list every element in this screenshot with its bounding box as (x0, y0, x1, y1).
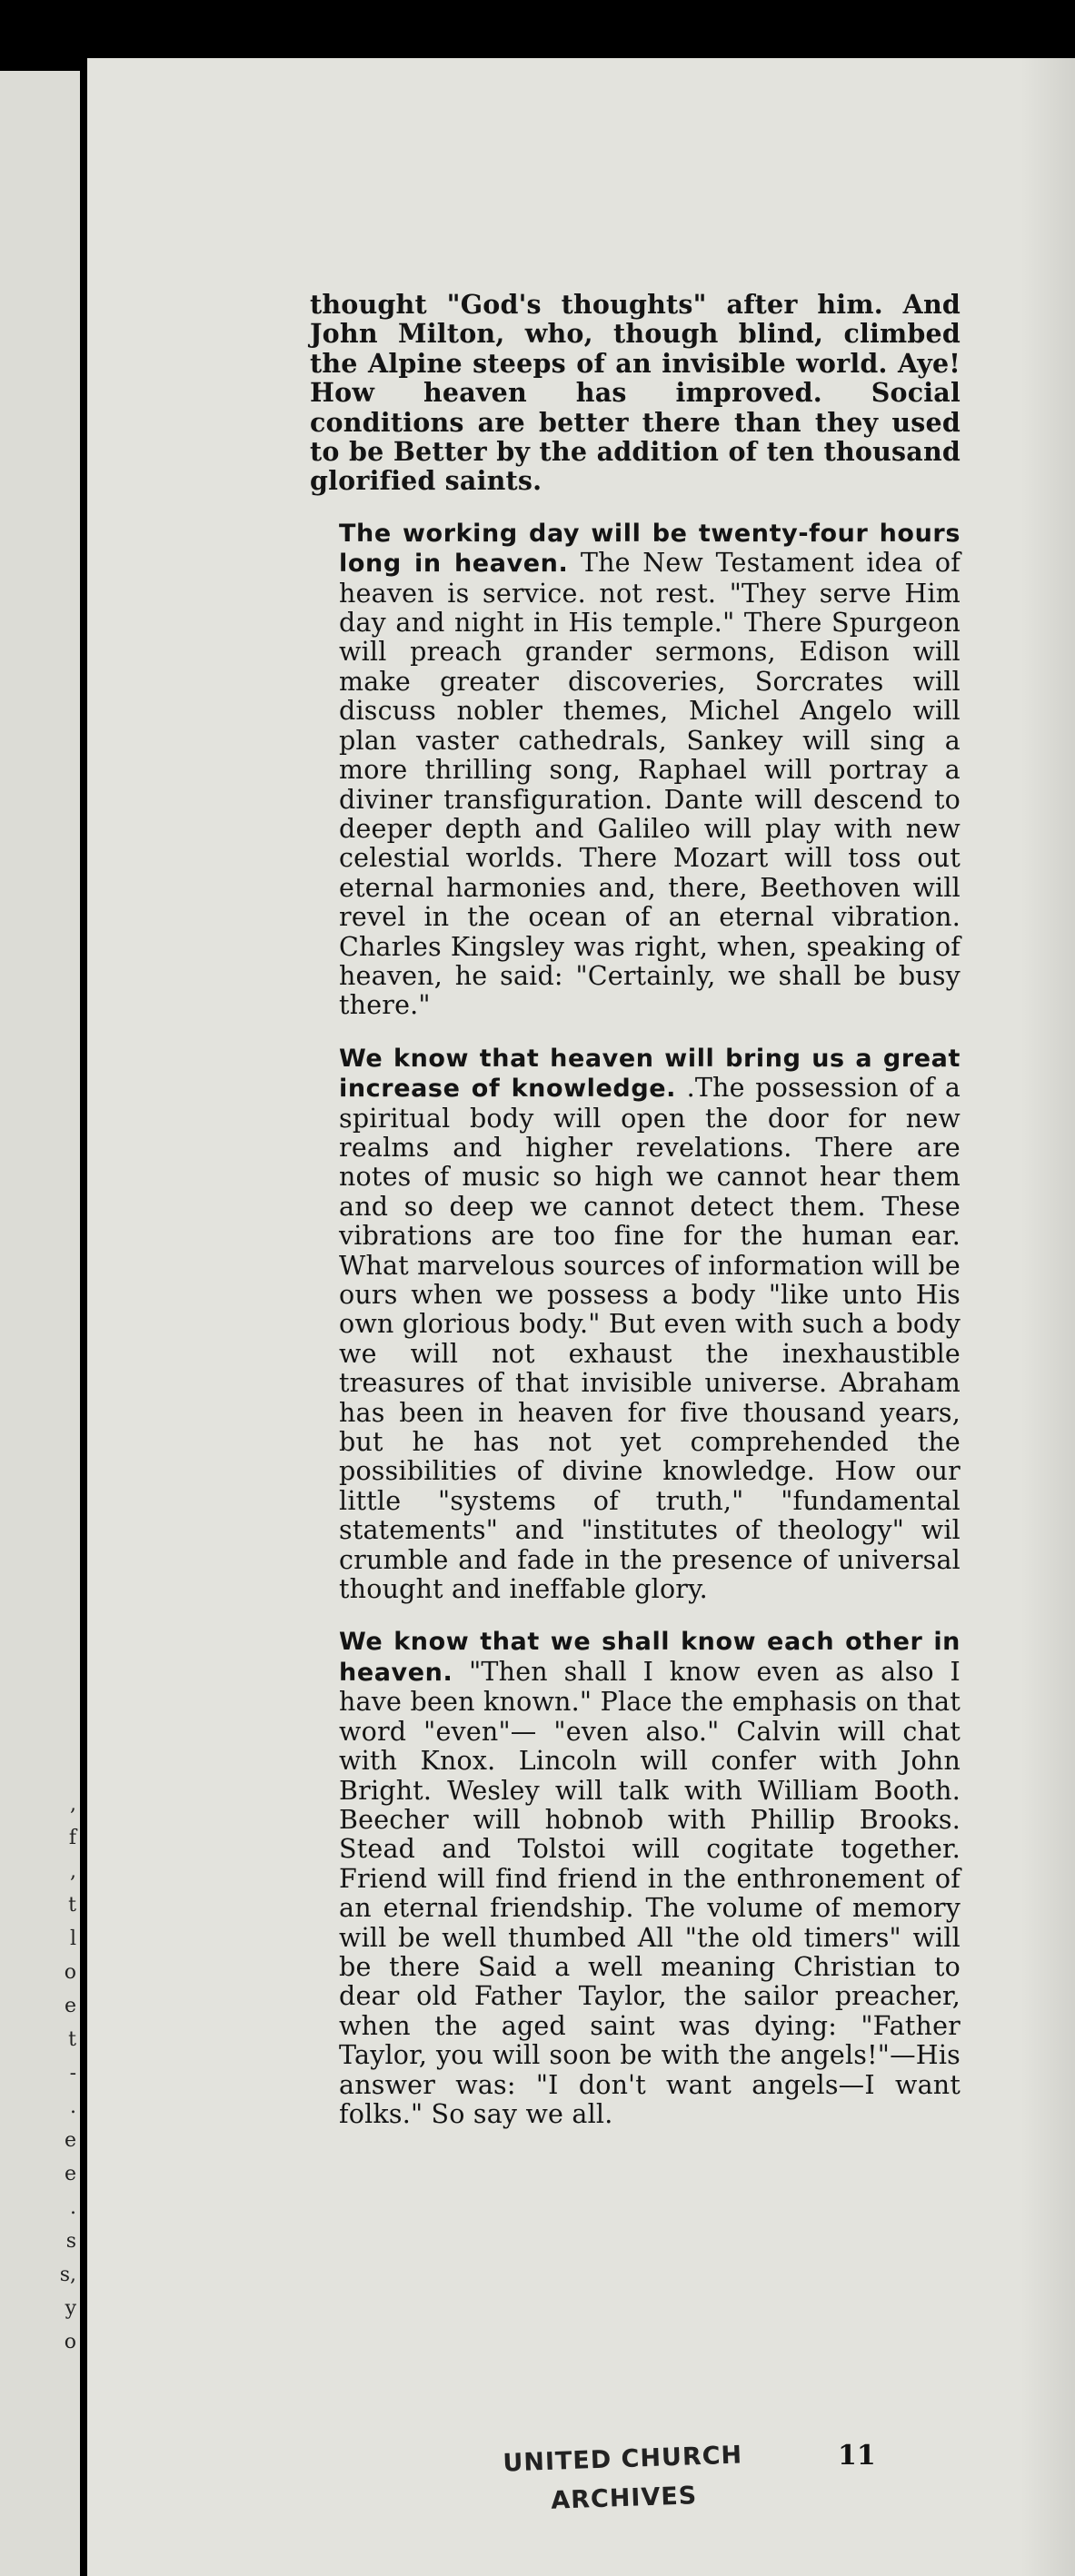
edge-char: t (68, 2028, 76, 2051)
paragraph-lead: We know that we shall know each other in heaven. (339, 1628, 961, 1687)
paragraph-body: thought "God's thoughts" after him. And John Milton, who, though blind, climbed the Alpine steeps of an invisible world. Aye! How heaven has improved. Social conditions are better there than they used to be Better by the addition of ten thousand glorified saints. (310, 289, 961, 497)
paragraph-lead: The working day will be twenty-four hours long in heaven. (339, 519, 961, 579)
edge-char: - (69, 2062, 76, 2085)
edge-char: o (64, 2331, 76, 2353)
edge-char: o (64, 1961, 76, 1984)
document-page (87, 58, 1075, 2576)
edge-char: e (64, 2163, 76, 2185)
archive-stamp (486, 2441, 761, 2517)
edge-char: s (65, 2230, 76, 2253)
edge-char: s, (59, 2264, 76, 2286)
edge-char: , (70, 1860, 76, 1883)
stamp-line-1: UNITED CHURCH (502, 2441, 743, 2478)
edge-char: , (70, 1793, 76, 1816)
facing-page-text-fragments (60, 1788, 76, 2359)
edge-char: l (69, 1927, 76, 1950)
edge-char: t (68, 1894, 76, 1917)
edge-char: . (70, 2095, 76, 2118)
paragraph-body: .The possession of a spiritual body will open the door for new realms and higher revelations. There are notes of music so high we cannot hear them and so deep we cannot detect them. These vibrations are too fine for the human ear. What marvelous sources of information will be ours when we possess a body "like unto His own glorious body." But even with such a body we will not exhaust the inexhaustible treasures of that invisible universe. Abraham has been in heaven for five thousand years, but he has not yet comprehended the possibilities of divine knowledge. How our little "systems of truth," "fundamental statements" and "institutes of theology" wil crumble and fade in the presence of universal thought and ineffable glory. (339, 1073, 961, 1605)
paragraph-3 (310, 1044, 961, 1605)
page-number: 11 (838, 2440, 876, 2472)
paragraph-body: The New Testament idea of heaven is service. not rest. "They serve Him day and night in His temple." There Spurgeon will preach grander sermons, Edison will make greater discoveries, Sorcrates will discuss nobler themes, Michel Angelo will plan vaster cathedrals, Sankey will sing a more thrilling song, Raphael will portray a diviner transfiguration. Dante will descend to deeper depth and Galileo will play with new celestial worlds. There Mozart will toss out eternal harmonies and, there, Beethoven will revel in the ocean of an eternal vibration. Charles Kingsley was right, when, speaking of heaven, he said: "Certainly, we shall be busy there." (339, 548, 961, 1021)
edge-char: f (68, 1827, 76, 1849)
facing-page-edge (0, 71, 80, 2576)
edge-char: y (65, 2297, 76, 2320)
edge-char: e (64, 1995, 76, 2017)
edge-char: . (70, 2196, 76, 2219)
paragraph-1 (310, 290, 961, 496)
edge-char: e (64, 2129, 76, 2152)
paragraph-2 (310, 519, 961, 1021)
stamp-line-2: ARCHIVES (550, 2482, 698, 2515)
text-column (310, 290, 961, 2152)
paragraph-lead: We know that heaven will bring us a great increase of knowledge. (339, 1044, 961, 1104)
paragraph-4 (310, 1627, 961, 2129)
paragraph-body: "Then shall I know even as also I have been known." Place the emphasis on that word "even"— "even also." Calvin will chat with Knox. Lincoln will confer with John Bright. Wesley will talk with William Booth. Beecher will hobnob with Phillip Brooks. Stead and Tolstoi will cogitate together. Friend will find friend in the enthronement of an eternal friendship. The volume of memory will be well thumbed All "the old timers" will be there Said a well meaning Christian to dear old Father Taylor, the sailor preacher, when the aged saint was dying: "Father Taylor, you will soon be with the angels!"—His answer was: "I don't want angels—I want folks." So say we all. (339, 1656, 961, 2129)
page-shadow (1020, 58, 1075, 2576)
